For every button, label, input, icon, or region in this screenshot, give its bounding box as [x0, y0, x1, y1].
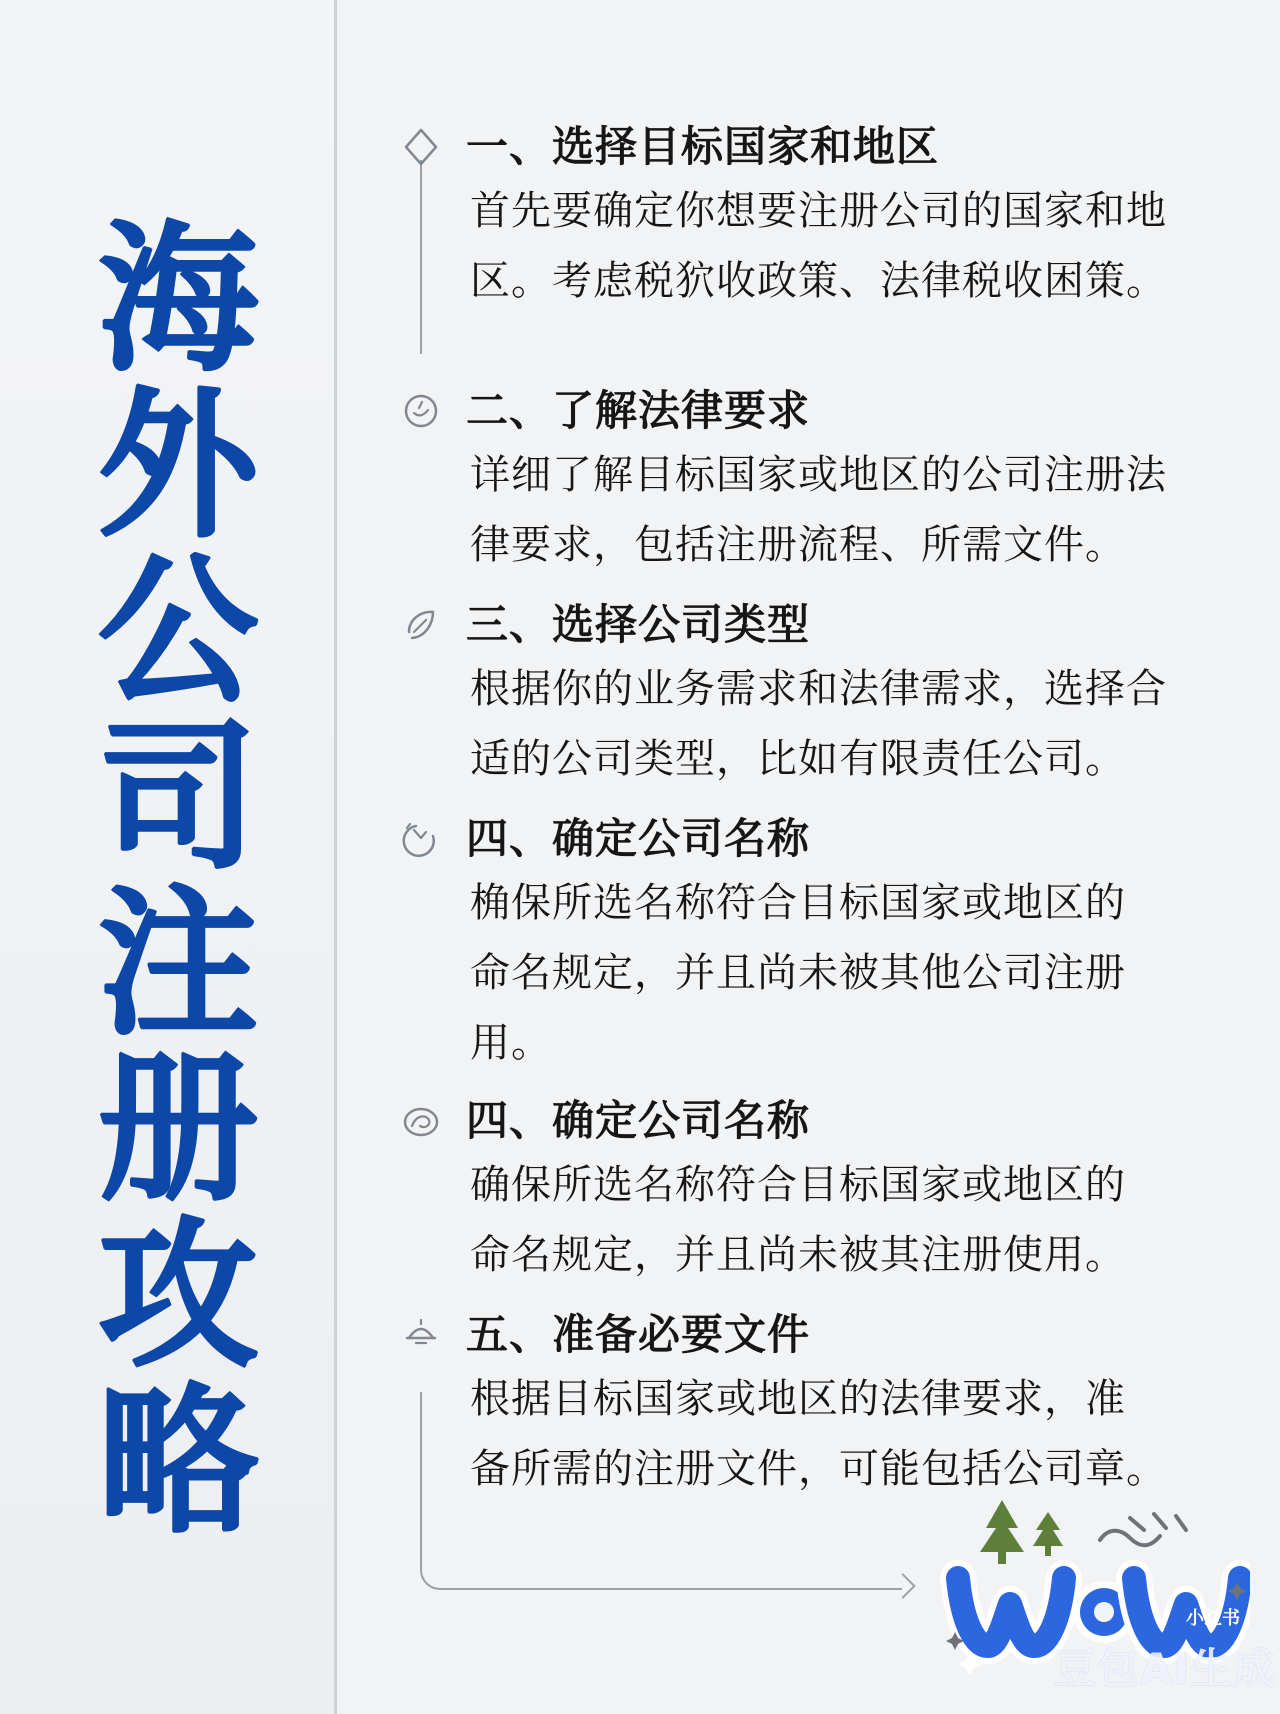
diamond-icon [398, 124, 444, 170]
tree-icon [980, 1500, 1024, 1564]
body-line: 命名规定，并且尚未被其注册使用。 [470, 1232, 1126, 1278]
section-title: 四、确定公司名称 [466, 1096, 811, 1145]
body-line: 根据目标国家或地区的法律要求，准 [470, 1376, 1126, 1422]
timeline-bottom-turn [420, 1530, 902, 1590]
body-line: 详细了解目标国家或地区的公司注册法 [470, 452, 1167, 498]
section-head [398, 1092, 1218, 1150]
section-body [470, 1364, 1218, 1504]
body-line: 备所需的注册文件，可能包括公司章。 [470, 1446, 1167, 1492]
section-head [398, 382, 1218, 440]
section-body [470, 176, 1218, 316]
step-select-country [398, 118, 1218, 316]
section-head [398, 596, 1218, 654]
title-char: 公 [97, 538, 258, 725]
tree-icon [1033, 1512, 1063, 1556]
body-line: 命名规定，并且尚未被其他公司注册 [470, 950, 1126, 996]
body-line: 用。 [470, 1020, 552, 1066]
title-char: 攻 [97, 1202, 258, 1389]
step-company-name-a [398, 810, 1218, 1078]
section-head [398, 118, 1218, 176]
body-line: 区。考虑税狖收政策、法律税收困策。 [470, 258, 1167, 304]
sparkle-line-icon [1130, 1518, 1144, 1530]
body-line: 确保所选名称符合目标国家或地区的 [470, 1162, 1126, 1208]
section-body [470, 440, 1218, 580]
section-title: 一、选择目标国家和地区 [466, 122, 940, 171]
step-legal-requirements [398, 382, 1218, 580]
section-title: 三、选择公司类型 [466, 600, 811, 649]
timer-icon [398, 816, 444, 862]
section-title: 四、确定公司名称 [466, 814, 811, 863]
section-head [398, 1306, 1218, 1364]
body-line: 根据你的业务需求和法律需求，选择合 [470, 666, 1167, 712]
section-title: 二、了解法律要求 [466, 386, 811, 435]
step-prepare-documents [398, 1306, 1218, 1504]
step-company-name-b [398, 1092, 1218, 1290]
lamp-icon [398, 1312, 444, 1358]
title-char: 海 [97, 206, 258, 393]
swirl-icon [398, 1098, 444, 1144]
section-head [398, 810, 1218, 868]
watermark-text: 豆包AI生成 [1054, 1644, 1277, 1693]
section-body [470, 654, 1218, 794]
body-line: 适的公司类型，比如有限责任公司。 [470, 736, 1126, 782]
title-char: 注 [97, 870, 258, 1057]
section-body [470, 1150, 1218, 1290]
section-body [470, 868, 1218, 1078]
body-line: 律要求，包括注册流程、所需文件。 [470, 522, 1126, 568]
title-char: 司 [97, 704, 258, 891]
sparkle-line-icon [1176, 1516, 1186, 1530]
circle-smile-icon [398, 388, 444, 434]
scribble-icon [1100, 1531, 1160, 1546]
title-char: 略 [97, 1368, 258, 1555]
sparkle-line-icon [1154, 1514, 1166, 1528]
body-line: 桷保所选名称符合目标国家或地区的 [470, 880, 1126, 926]
leaf-icon [398, 602, 444, 648]
body-line: 首先要确定你想要注册公司的国家和地 [470, 188, 1167, 234]
title-char: 册 [97, 1036, 258, 1223]
badge-small-label: 小红书 [1186, 1608, 1240, 1629]
section-title: 五、准备必要文件 [466, 1310, 811, 1359]
step-company-type [398, 596, 1218, 794]
title-char: 外 [97, 372, 258, 559]
